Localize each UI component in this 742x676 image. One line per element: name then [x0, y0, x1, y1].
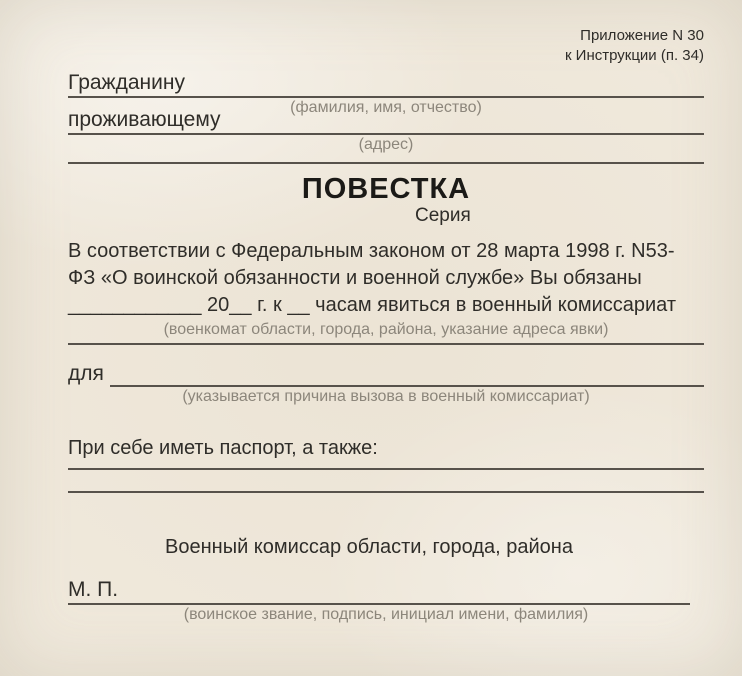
body-line-2: ФЗ «О воинской обязанности и военной службе» Вы обязаны [68, 267, 642, 289]
reason-caption: (указывается причина вызова в военный комиссариат) [182, 388, 590, 405]
appendix-note-line1: Приложение N 30 [580, 27, 704, 44]
series-field [415, 204, 704, 228]
venue-caption: (военкомат области, города, района, указание адреса явки) [163, 321, 609, 338]
reason-field [68, 361, 704, 387]
citizen-label: Гражданину [68, 71, 185, 94]
bring-items-label: При себе иметь паспорт, а также: [68, 437, 378, 459]
residing-label: проживающему [68, 108, 221, 131]
citizen-name-field [68, 70, 704, 98]
document-title: ПОВЕСТКА [301, 173, 471, 205]
appendix-note-line2: к Инструкции (п. 34) [564, 47, 704, 64]
signature-field [68, 577, 690, 605]
series-label: Серия [415, 205, 471, 226]
reason-label: для [68, 362, 104, 385]
body-line-3: ____________ 20__ г. к __ часам явиться в военный комиссариат [68, 294, 677, 316]
name-caption: (фамилия, имя, отчество) [290, 99, 482, 116]
reason-blank-line [110, 361, 704, 387]
address-caption: (адрес) [358, 136, 414, 153]
items-blank-line-2 [68, 491, 704, 493]
signature-caption: (воинское звание, подпись, инициал имени, фамилия) [183, 606, 589, 623]
body-line-1: В соответствии с Федеральным законом от 28 марта 1998 г. N53- [68, 240, 675, 262]
stamp-place-label: М. П. [68, 578, 119, 601]
items-blank-line-1 [68, 468, 704, 470]
appendix-note [68, 26, 704, 66]
venue-blank-line [68, 343, 704, 345]
address-blank-line-2 [68, 162, 704, 164]
commissar-title: Военный комиссар области, города, района [165, 536, 573, 558]
